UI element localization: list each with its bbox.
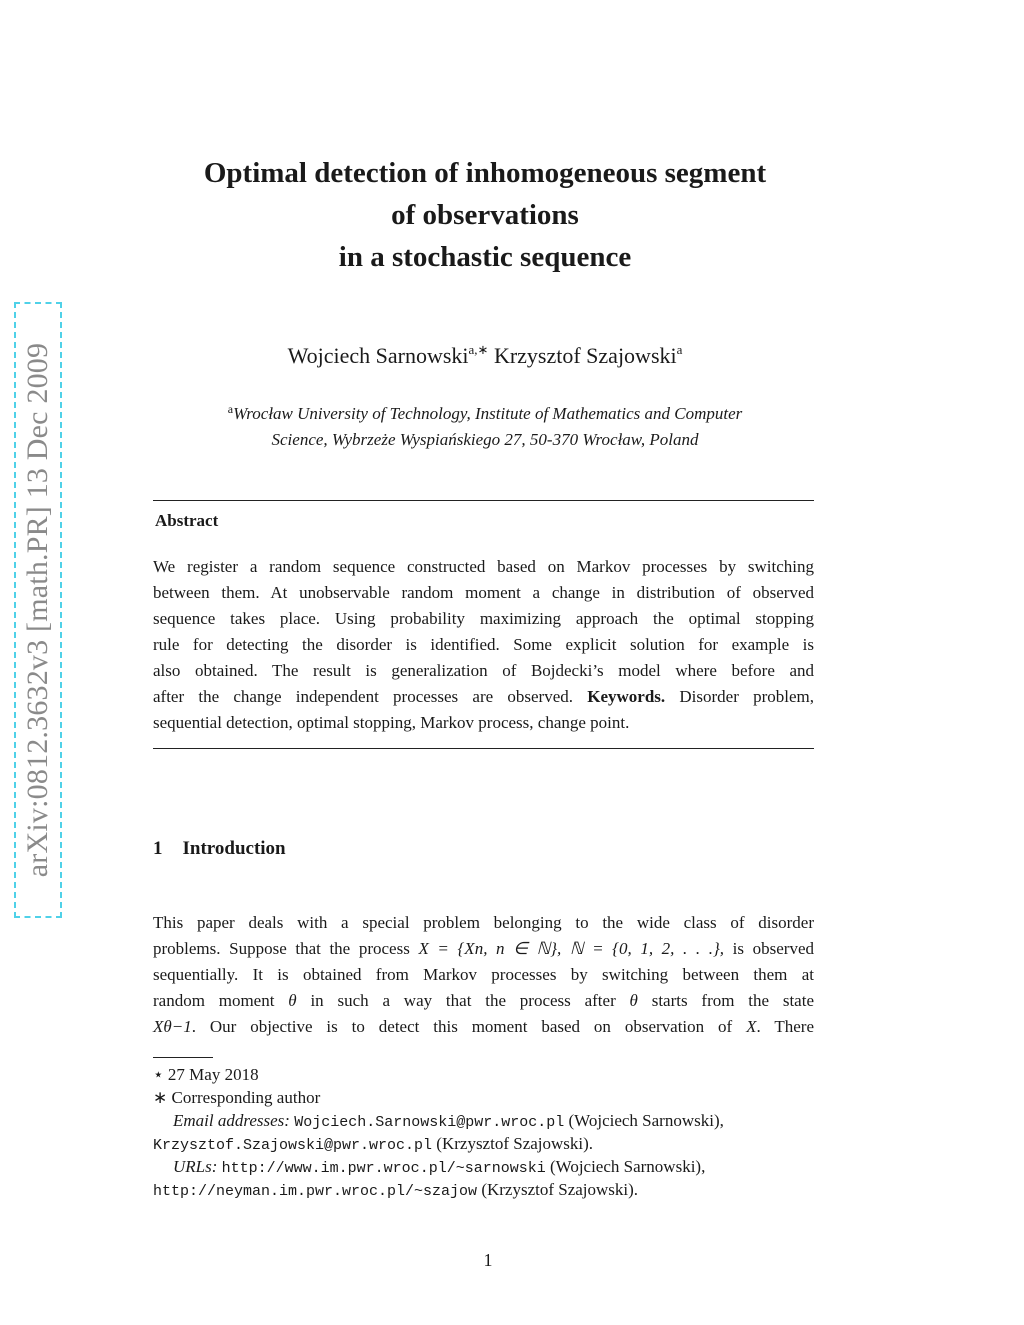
footnote-corresponding-text: Corresponding author xyxy=(171,1088,321,1107)
theta-symbol-2: θ xyxy=(629,991,638,1010)
email-2-owner: (Krzysztof Szajowski). xyxy=(436,1134,594,1153)
intro-line-2a: problems. Suppose that the process xyxy=(153,939,410,958)
abstract-line-3: sequence takes place. Using probability maximizing approach the optimal stopping xyxy=(153,609,814,628)
email-link-1[interactable]: Wojciech.Sarnowski@pwr.wroc.pl xyxy=(294,1114,565,1131)
url-1-owner: (Wojciech Sarnowski), xyxy=(549,1157,706,1176)
section-number: 1 xyxy=(153,838,163,859)
abstract-line-2: between them. At unobservable random moment a change in distribution of observed xyxy=(153,583,814,602)
footnote-emails xyxy=(153,1109,833,1132)
intro-paragraph xyxy=(153,910,814,1040)
state-formula: Xθ−1 xyxy=(153,1017,192,1036)
intro-line-2 xyxy=(153,936,814,962)
author-1-mark: a,∗ xyxy=(468,342,489,357)
footnote-corresponding-mark: ∗ xyxy=(153,1088,168,1107)
abstract-heading: Abstract xyxy=(155,511,219,530)
footnote-date-text: 27 May 2018 xyxy=(167,1065,259,1084)
abstract-line-1: We register a random sequence constructed based on Markov processes by switching xyxy=(153,557,814,576)
intro-line-4a: random moment xyxy=(153,991,275,1010)
abstract-line-6a: after the change independent processes are observed. xyxy=(153,687,574,706)
intro-line-4 xyxy=(153,988,814,1014)
footnote-date xyxy=(153,1063,833,1086)
arxiv-stamp[interactable] xyxy=(14,302,62,918)
author-1: Wojciech Sarnowski xyxy=(287,343,469,368)
intro-line-5b: . There xyxy=(756,1017,814,1036)
footnote-urls xyxy=(153,1155,833,1178)
process-symbol: X xyxy=(746,1017,757,1036)
paper-title xyxy=(140,152,830,278)
email-1-owner: (Wojciech Sarnowski), xyxy=(568,1111,724,1130)
urls-label: URLs: xyxy=(173,1157,218,1176)
intro-line-3: sequentially. It is obtained from Markov processes by switching between them at xyxy=(153,965,814,984)
abstract-line-6 xyxy=(153,684,814,710)
abstract-body xyxy=(153,554,814,736)
intro-line-4b: in such a way that the process after xyxy=(310,991,616,1010)
footnote-rule xyxy=(153,1057,213,1058)
footnote-emails-cont xyxy=(153,1132,833,1155)
abstract-bottom-rule xyxy=(153,748,814,749)
section-title: Introduction xyxy=(182,838,286,859)
page-number: 1 xyxy=(483,1250,493,1270)
intro-line-5 xyxy=(153,1014,814,1040)
title-line-1: Optimal detection of inhomogeneous segment xyxy=(203,157,767,189)
author-2: Krzysztof Szajowski xyxy=(493,343,677,368)
affiliation-line-2: Science, Wybrzeże Wyspiańskiego 27, 50-370 Wrocław, Poland xyxy=(271,430,699,449)
affiliation xyxy=(160,396,810,453)
footnote-urls-cont xyxy=(153,1178,833,1201)
footnote-date-mark: ⋆ xyxy=(153,1065,164,1084)
title-line-3: in a stochastic sequence xyxy=(338,241,632,273)
title-line-2: of observations xyxy=(391,199,579,231)
section-heading xyxy=(153,838,286,860)
url-link-2[interactable]: http://neyman.im.pwr.wroc.pl/~szajow xyxy=(153,1183,478,1200)
abstract-line-5: also obtained. The result is generalization of Bojdecki’s model where before and xyxy=(153,661,814,680)
author-list xyxy=(140,342,830,369)
affiliation-mark: a xyxy=(227,402,234,416)
abstract-line-4: rule for detecting the disorder is identified. Some explicit solution for example is xyxy=(153,635,814,654)
intro-line-4c: starts from the state xyxy=(651,991,814,1010)
email-label: Email addresses: xyxy=(173,1111,290,1130)
url-link-1[interactable]: http://www.im.pwr.wroc.pl/~sarnowski xyxy=(221,1160,546,1177)
author-2-mark: a xyxy=(676,342,683,357)
footnote-corresponding xyxy=(153,1086,833,1109)
arxiv-identifier: arXiv:0812.3632v3 [math.PR] 13 Dec 2009 xyxy=(21,342,54,878)
abstract-line-6b: Disorder problem, xyxy=(679,687,815,706)
keywords-label: Keywords. xyxy=(587,687,666,706)
url-2-owner: (Krzysztof Szajowski). xyxy=(481,1180,639,1199)
process-definition-formula: X = {Xn, n ∈ ℕ}, ℕ = {0, 1, 2, . . .}, xyxy=(418,939,725,958)
affiliation-line-1: Wrocław University of Technology, Institute of Mathematics and Computer xyxy=(233,404,743,423)
intro-line-5a: . Our objective is to detect this moment based on observation of xyxy=(191,1017,733,1036)
email-link-2[interactable]: Krzysztof.Szajowski@pwr.wroc.pl xyxy=(153,1137,433,1154)
footnotes xyxy=(153,1063,833,1201)
intro-line-2b: is observed xyxy=(732,939,814,958)
abstract-top-rule xyxy=(153,500,814,501)
intro-line-1: This paper deals with a special problem belonging to the wide class of disorder xyxy=(153,913,814,932)
theta-symbol: θ xyxy=(288,991,297,1010)
abstract-line-7: sequential detection, optimal stopping, Markov process, change point. xyxy=(153,713,630,732)
